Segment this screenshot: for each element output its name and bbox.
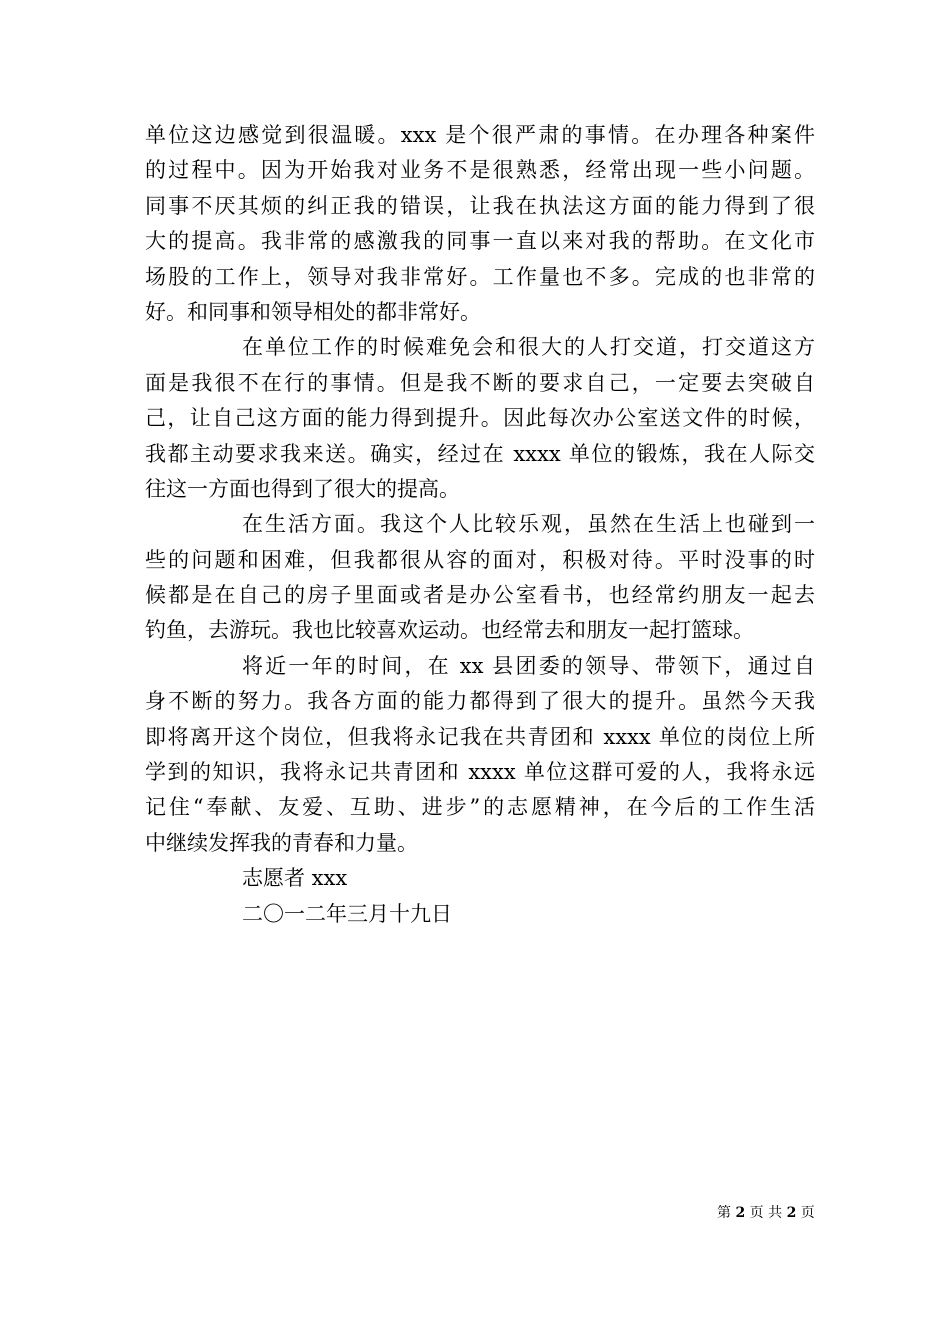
text-line: 同事不厌其烦的纠正我的错误，让我在执法这方面的能力得到了很 (145, 193, 815, 218)
text-line: 钓鱼，去游玩。我也比较喜欢运动。也经常去和朋友一起打篮球。 (145, 618, 754, 643)
text-line: 己，让自己这方面的能力得到提升。因此每次办公室送文件的时候， (145, 406, 815, 431)
paragraph-2 (145, 330, 815, 507)
text-line: 些的问题和困难，但我都很从容的面对，积极对待。平时没事的时 (145, 547, 815, 572)
paragraph-4 (145, 649, 815, 861)
text-line: 单位这边感觉到很温暖。xxx 是个很严肃的事情。在办理各种案件 (145, 123, 815, 147)
text-line: 面是我很不在行的事情。但是我不断的要求自己，一定要去突破自 (145, 370, 815, 395)
footer-suffix: 页 (800, 1205, 815, 1221)
text-line: 我都主动要求我来送。确实，经过在 xxxx 单位的锻炼，我在人际交 (145, 441, 815, 466)
signature: 志愿者 xxx (242, 866, 348, 891)
date: 二〇一二年三月十九日 (242, 901, 452, 926)
text-line: 在生活方面。我这个人比较乐观，虽然在生活上也碰到一 (242, 512, 815, 537)
page-footer (717, 1204, 815, 1222)
footer-prefix: 第 (717, 1205, 731, 1221)
text-line: 即将离开这个岗位，但我将永记我在共青团和 xxxx 单位的岗位上所 (145, 724, 815, 749)
text-line: 在单位工作的时候难免会和很大的人打交道，打交道这方 (242, 335, 815, 360)
text-line: 候都是在自己的房子里面或者是办公室看书，也经常约朋友一起去 (145, 583, 815, 608)
text-line: 记住“奉献、友爱、互助、进步”的志愿精神，在今后的工作生活 (145, 795, 815, 820)
footer-middle: 页 共 (749, 1205, 783, 1221)
text-line: 往这一方面也得到了很大的提高。 (145, 476, 460, 501)
paragraph-3 (145, 507, 815, 649)
text-line: 学到的知识，我将永记共青团和 xxxx 单位这群可爱的人，我将永远 (145, 760, 815, 785)
text-line: 中继续发挥我的青春和力量。 (145, 830, 418, 855)
text-line: 场股的工作上，领导对我非常好。工作量也不多。完成的也非常的 (145, 264, 815, 289)
current-page-number: 2 (735, 1205, 746, 1221)
body-text (145, 118, 815, 932)
text-line: 的过程中。因为开始我对业务不是很熟悉，经常出现一些小问题。 (145, 158, 815, 183)
total-page-number: 2 (786, 1205, 797, 1221)
text-line: 身不断的努力。我各方面的能力都得到了很大的提升。虽然今天我 (145, 689, 815, 714)
text-line: 将近一年的时间，在 xx 县团委的领导、带领下，通过自 (242, 653, 815, 678)
paragraph-1 (145, 118, 815, 330)
text-line: 好。和同事和领导相处的都非常好。 (145, 299, 481, 324)
text-line: 大的提高。我非常的感激我的同事一直以来对我的帮助。在文化市 (145, 229, 815, 254)
